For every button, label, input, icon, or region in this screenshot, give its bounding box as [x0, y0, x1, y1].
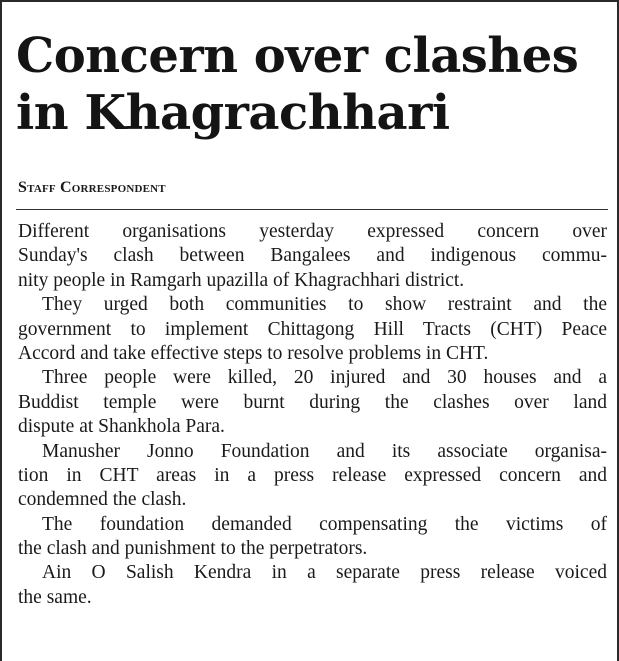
- body-line: government to implement Chittagong Hill Tracts (CHT) Peace: [18, 318, 607, 340]
- headline: [16, 28, 616, 142]
- body-line: Different organisations yesterday expressed concern over: [18, 221, 607, 242]
- body-line: Buddist temple were burnt during the clashes over land: [18, 391, 607, 413]
- body-line: They urged both communities to show restraint and the: [42, 294, 607, 316]
- body-line: nity people in Ramgarh upazilla of Khagrachhari district.: [18, 269, 465, 291]
- body-line: The foundation demanded compensating the victims of: [42, 513, 607, 535]
- body-line: Sunday's clash between Bangalees and indigenous commu-: [18, 245, 607, 267]
- byline: Staff Correspondent: [18, 179, 166, 196]
- article-body: [18, 220, 607, 610]
- body-line: condemned the clash.: [18, 489, 187, 511]
- body-line: tion in CHT areas in a press release expressed concern and: [18, 464, 607, 486]
- headline-line-1: Concern over clashes: [16, 28, 579, 84]
- body-line: Manusher Jonno Foundation and its associate organisa-: [42, 440, 607, 462]
- body-line: the clash and punishment to the perpetrators.: [18, 538, 368, 560]
- body-line: Three people were killed, 20 injured and 30 houses and a: [42, 367, 607, 389]
- body-line: Accord and take effective steps to resolve problems in CHT.: [18, 342, 489, 364]
- headline-line-2: in Khagrachhari: [16, 85, 450, 141]
- body-line: dispute at Shankhola Para.: [18, 416, 225, 438]
- byline-divider: [16, 209, 608, 210]
- body-line: Ain O Salish Kendra in a separate press release voiced: [42, 562, 607, 584]
- body-line: the same.: [18, 586, 92, 608]
